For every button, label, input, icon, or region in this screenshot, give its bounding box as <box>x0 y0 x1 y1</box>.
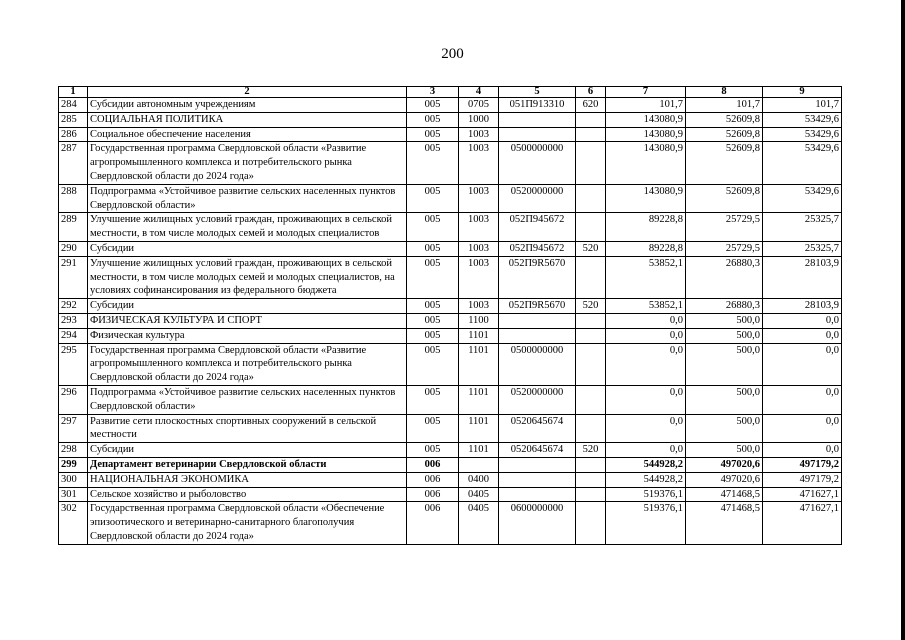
table-row <box>59 299 842 314</box>
table-row <box>59 457 842 472</box>
col3-code: 005 <box>407 98 459 113</box>
row-name: НАЦИОНАЛЬНАЯ ЭКОНОМИКА <box>88 472 407 487</box>
row-name: ФИЗИЧЕСКАЯ КУЛЬТУРА И СПОРТ <box>88 313 407 328</box>
row-number: 297 <box>59 414 88 443</box>
table-row <box>59 343 842 385</box>
row-name: Государственная программа Свердловской области «Обеспечение эпизоотического и ветеринарно-санитарного благополучия Свердловской области до 2024 года» <box>88 502 407 544</box>
row-number: 285 <box>59 112 88 127</box>
row-number: 294 <box>59 328 88 343</box>
col-header-1: 1 <box>59 87 88 98</box>
col3-code: 005 <box>407 385 459 414</box>
col4-section: 1000 <box>459 112 499 127</box>
row-name: Государственная программа Свердловской области «Развитие агропромышленного комплекса и потребительского рынка Свердловской области до 2024 года» <box>88 142 407 184</box>
col9-amount: 0,0 <box>763 313 842 328</box>
row-name: Субсидии <box>88 443 407 458</box>
row-number: 296 <box>59 385 88 414</box>
row-name: Государственная программа Свердловской области «Развитие агропромышленного комплекса и потребительского рынка Свердловской области до 2024 года» <box>88 343 407 385</box>
col4-section: 1100 <box>459 313 499 328</box>
col9-amount: 53429,6 <box>763 127 842 142</box>
col8-amount: 25729,5 <box>686 213 763 242</box>
col6-type <box>576 343 606 385</box>
row-name: Развитие сети плоскостных спортивных сооружений в сельской местности <box>88 414 407 443</box>
table-row <box>59 328 842 343</box>
col4-section: 0405 <box>459 487 499 502</box>
col3-code: 005 <box>407 328 459 343</box>
row-number: 299 <box>59 457 88 472</box>
col8-amount: 101,7 <box>686 98 763 113</box>
col8-amount: 500,0 <box>686 414 763 443</box>
row-number: 286 <box>59 127 88 142</box>
row-name: Улучшение жилищных условий граждан, проживающих в сельской местности, в том числе молодых семей и молодых специалистов <box>88 213 407 242</box>
table-row <box>59 385 842 414</box>
row-name: Субсидии <box>88 241 407 256</box>
col3-code: 005 <box>407 343 459 385</box>
col6-type <box>576 184 606 213</box>
col6-type: 520 <box>576 241 606 256</box>
col9-amount: 471627,1 <box>763 487 842 502</box>
col6-type <box>576 328 606 343</box>
row-number: 298 <box>59 443 88 458</box>
col5-target: 052П945672 <box>499 241 576 256</box>
col3-code: 006 <box>407 487 459 502</box>
row-name: Подпрограмма «Устойчивое развитие сельских населенных пунктов Свердловской области» <box>88 184 407 213</box>
budget-table <box>58 86 842 545</box>
col6-type <box>576 414 606 443</box>
col8-amount: 52609,8 <box>686 112 763 127</box>
col6-type <box>576 213 606 242</box>
col9-amount: 0,0 <box>763 343 842 385</box>
col8-amount: 500,0 <box>686 443 763 458</box>
col6-type <box>576 472 606 487</box>
col7-amount: 101,7 <box>606 98 686 113</box>
col4-section: 1003 <box>459 241 499 256</box>
col8-amount: 497020,6 <box>686 472 763 487</box>
col7-amount: 544928,2 <box>606 472 686 487</box>
col3-code: 005 <box>407 184 459 213</box>
col5-target: 052П9R5670 <box>499 299 576 314</box>
col-header-4: 4 <box>459 87 499 98</box>
col9-amount: 53429,6 <box>763 142 842 184</box>
table-row <box>59 184 842 213</box>
col9-amount: 53429,6 <box>763 112 842 127</box>
col3-code: 005 <box>407 127 459 142</box>
col4-section: 1101 <box>459 414 499 443</box>
col7-amount: 519376,1 <box>606 487 686 502</box>
col7-amount: 0,0 <box>606 443 686 458</box>
col5-target: 0520645674 <box>499 443 576 458</box>
row-name: Департамент ветеринарии Свердловской области <box>88 457 407 472</box>
col4-section: 0405 <box>459 502 499 544</box>
col3-code: 005 <box>407 414 459 443</box>
col8-amount: 52609,8 <box>686 184 763 213</box>
col7-amount: 544928,2 <box>606 457 686 472</box>
col8-amount: 497020,6 <box>686 457 763 472</box>
col3-code: 005 <box>407 299 459 314</box>
col7-amount: 0,0 <box>606 414 686 443</box>
row-number: 293 <box>59 313 88 328</box>
row-number: 302 <box>59 502 88 544</box>
table-row <box>59 112 842 127</box>
row-number: 290 <box>59 241 88 256</box>
col6-type: 620 <box>576 98 606 113</box>
row-number: 291 <box>59 256 88 298</box>
table-row <box>59 472 842 487</box>
col4-section: 1003 <box>459 184 499 213</box>
row-number: 301 <box>59 487 88 502</box>
col5-target: 0520000000 <box>499 184 576 213</box>
col5-target <box>499 487 576 502</box>
col3-code: 006 <box>407 502 459 544</box>
col3-code: 005 <box>407 112 459 127</box>
col-header-5: 5 <box>499 87 576 98</box>
col5-target <box>499 472 576 487</box>
table-row <box>59 313 842 328</box>
col8-amount: 26880,3 <box>686 256 763 298</box>
col8-amount: 25729,5 <box>686 241 763 256</box>
col3-code: 005 <box>407 213 459 242</box>
col9-amount: 28103,9 <box>763 256 842 298</box>
col4-section: 1003 <box>459 213 499 242</box>
row-name: Физическая культура <box>88 328 407 343</box>
col-header-8: 8 <box>686 87 763 98</box>
col5-target: 0600000000 <box>499 502 576 544</box>
scan-edge <box>901 0 905 640</box>
row-name: Субсидии автономным учреждениям <box>88 98 407 113</box>
col4-section <box>459 457 499 472</box>
table-row <box>59 213 842 242</box>
col6-type <box>576 127 606 142</box>
col7-amount: 143080,9 <box>606 142 686 184</box>
row-name: Улучшение жилищных условий граждан, проживающих в сельской местности, в том числе молодых семей и молодых специалистов, на условиях софинансирования из федерального бюджета <box>88 256 407 298</box>
col5-target: 051П913310 <box>499 98 576 113</box>
col6-type: 520 <box>576 443 606 458</box>
col5-target: 0500000000 <box>499 343 576 385</box>
col7-amount: 143080,9 <box>606 184 686 213</box>
col5-target <box>499 457 576 472</box>
col7-amount: 53852,1 <box>606 299 686 314</box>
table-row <box>59 502 842 544</box>
table-row <box>59 443 842 458</box>
col7-amount: 519376,1 <box>606 502 686 544</box>
col4-section: 1003 <box>459 127 499 142</box>
col8-amount: 52609,8 <box>686 127 763 142</box>
col9-amount: 497179,2 <box>763 457 842 472</box>
col4-section: 0400 <box>459 472 499 487</box>
col6-type <box>576 256 606 298</box>
col7-amount: 0,0 <box>606 313 686 328</box>
col4-section: 1101 <box>459 443 499 458</box>
col3-code: 005 <box>407 142 459 184</box>
col-header-2: 2 <box>88 87 407 98</box>
col-header-7: 7 <box>606 87 686 98</box>
col6-type: 520 <box>576 299 606 314</box>
col4-section: 0705 <box>459 98 499 113</box>
col9-amount: 0,0 <box>763 328 842 343</box>
col7-amount: 89228,8 <box>606 213 686 242</box>
col7-amount: 143080,9 <box>606 112 686 127</box>
table-row <box>59 127 842 142</box>
col5-target: 0500000000 <box>499 142 576 184</box>
col4-section: 1101 <box>459 385 499 414</box>
col3-code: 006 <box>407 457 459 472</box>
table-row <box>59 487 842 502</box>
row-number: 287 <box>59 142 88 184</box>
table-row <box>59 256 842 298</box>
col3-code: 005 <box>407 241 459 256</box>
row-name: Сельское хозяйство и рыболовство <box>88 487 407 502</box>
col3-code: 005 <box>407 443 459 458</box>
col-header-9: 9 <box>763 87 842 98</box>
row-name: Подпрограмма «Устойчивое развитие сельских населенных пунктов Свердловской области» <box>88 385 407 414</box>
col-header-3: 3 <box>407 87 459 98</box>
row-number: 288 <box>59 184 88 213</box>
col3-code: 005 <box>407 313 459 328</box>
col5-target <box>499 112 576 127</box>
row-name: Субсидии <box>88 299 407 314</box>
col9-amount: 497179,2 <box>763 472 842 487</box>
col8-amount: 26880,3 <box>686 299 763 314</box>
col8-amount: 500,0 <box>686 343 763 385</box>
col5-target <box>499 313 576 328</box>
col3-code: 005 <box>407 256 459 298</box>
header-row <box>59 87 842 98</box>
col5-target <box>499 328 576 343</box>
col8-amount: 500,0 <box>686 328 763 343</box>
row-name: Социальное обеспечение населения <box>88 127 407 142</box>
row-name: СОЦИАЛЬНАЯ ПОЛИТИКА <box>88 112 407 127</box>
col5-target: 052П945672 <box>499 213 576 242</box>
col9-amount: 53429,6 <box>763 184 842 213</box>
col4-section: 1003 <box>459 299 499 314</box>
col4-section: 1003 <box>459 142 499 184</box>
col4-section: 1003 <box>459 256 499 298</box>
table-row <box>59 142 842 184</box>
col4-section: 1101 <box>459 328 499 343</box>
col7-amount: 89228,8 <box>606 241 686 256</box>
col5-target: 0520000000 <box>499 385 576 414</box>
col8-amount: 52609,8 <box>686 142 763 184</box>
col5-target: 0520645674 <box>499 414 576 443</box>
col9-amount: 25325,7 <box>763 241 842 256</box>
row-number: 295 <box>59 343 88 385</box>
col3-code: 006 <box>407 472 459 487</box>
col9-amount: 0,0 <box>763 443 842 458</box>
table-row <box>59 98 842 113</box>
table-row <box>59 414 842 443</box>
col9-amount: 101,7 <box>763 98 842 113</box>
row-number: 284 <box>59 98 88 113</box>
col6-type <box>576 313 606 328</box>
col9-amount: 25325,7 <box>763 213 842 242</box>
col7-amount: 143080,9 <box>606 127 686 142</box>
col8-amount: 500,0 <box>686 385 763 414</box>
col-header-6: 6 <box>576 87 606 98</box>
row-number: 300 <box>59 472 88 487</box>
col9-amount: 471627,1 <box>763 502 842 544</box>
col6-type <box>576 385 606 414</box>
page-number: 200 <box>441 46 464 62</box>
col9-amount: 0,0 <box>763 385 842 414</box>
table-row <box>59 241 842 256</box>
col5-target <box>499 127 576 142</box>
col8-amount: 471468,5 <box>686 502 763 544</box>
col9-amount: 28103,9 <box>763 299 842 314</box>
col6-type <box>576 457 606 472</box>
col6-type <box>576 142 606 184</box>
col6-type <box>576 487 606 502</box>
col6-type <box>576 112 606 127</box>
col7-amount: 53852,1 <box>606 256 686 298</box>
col8-amount: 500,0 <box>686 313 763 328</box>
row-number: 289 <box>59 213 88 242</box>
col4-section: 1101 <box>459 343 499 385</box>
col5-target: 052П9R5670 <box>499 256 576 298</box>
row-number: 292 <box>59 299 88 314</box>
col8-amount: 471468,5 <box>686 487 763 502</box>
col9-amount: 0,0 <box>763 414 842 443</box>
col7-amount: 0,0 <box>606 385 686 414</box>
budget-table-body <box>59 98 842 545</box>
col7-amount: 0,0 <box>606 343 686 385</box>
col6-type <box>576 502 606 544</box>
col7-amount: 0,0 <box>606 328 686 343</box>
